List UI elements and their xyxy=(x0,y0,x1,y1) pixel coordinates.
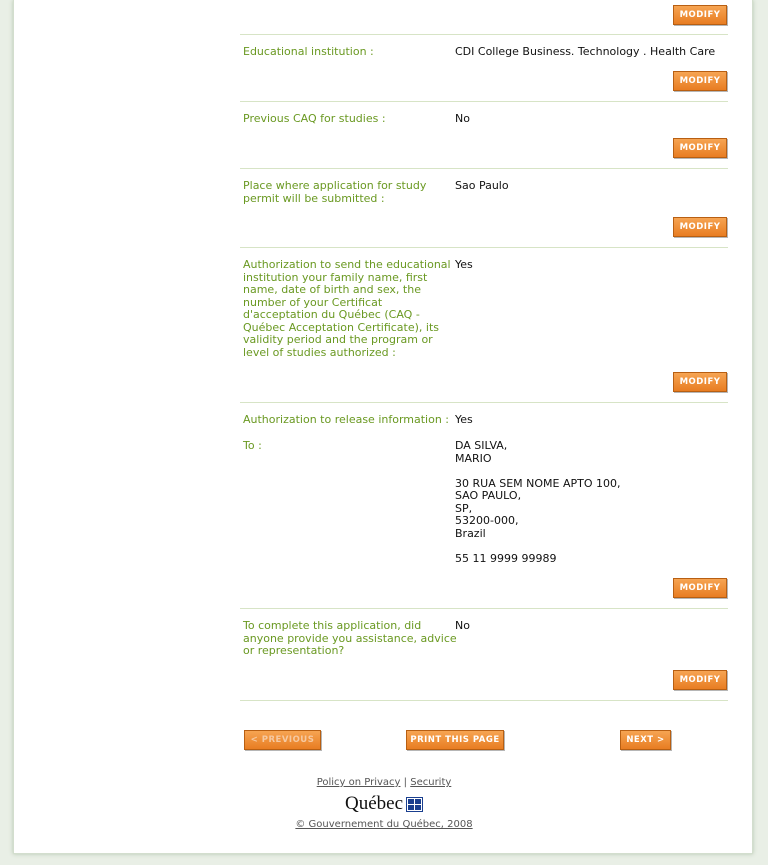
place-permit-label xyxy=(243,180,426,205)
previous-caq-label: Previous CAQ for studies : xyxy=(243,112,386,125)
institution-label: Educational institution : xyxy=(243,45,374,58)
privacy-policy-link[interactable]: Policy on Privacy xyxy=(316,777,401,788)
authorization-send-label-line: number of your Certificat xyxy=(243,295,383,309)
separator xyxy=(240,101,728,102)
place-permit-value: Sao Paulo xyxy=(455,179,509,192)
authorization-send-value: Yes xyxy=(455,258,473,271)
recipient-address-line: SAO PAULO, xyxy=(455,489,522,502)
place-permit-label-line: Place where application for study xyxy=(243,179,427,192)
separator xyxy=(240,168,728,169)
modify-button-place-permit[interactable]: MODIFY xyxy=(673,217,727,237)
separator xyxy=(240,247,728,248)
page-content xyxy=(13,0,753,854)
institution-value: CDI College Business. Technology . Health Care xyxy=(455,45,716,58)
security-link[interactable]: Security xyxy=(410,777,452,788)
assistance-label-line: To complete this application, did xyxy=(243,619,422,632)
modify-button-previous-section[interactable]: MODIFY xyxy=(673,5,727,25)
next-button[interactable]: NEXT > xyxy=(620,730,671,750)
authorization-send-label-line: validity period and the program or xyxy=(243,333,433,346)
authorization-send-label-line: Authorization to send the educational xyxy=(243,258,451,271)
modify-button-authorization-release[interactable]: MODIFY xyxy=(673,578,727,598)
quebec-flag-icon xyxy=(406,797,423,812)
assistance-label-line: anyone provide you assistance, advice xyxy=(243,631,457,645)
assistance-label xyxy=(243,620,457,658)
quebec-logo-text: Québec xyxy=(344,793,404,814)
authorization-send-label-line: d'acceptation du Québec (CAQ - xyxy=(243,308,420,321)
recipient-name-line: DA SILVA, xyxy=(455,439,508,452)
authorization-release-value: Yes xyxy=(455,413,473,426)
separator xyxy=(240,402,728,403)
footer-divider: | xyxy=(403,777,408,788)
recipient-name-line: MARIO xyxy=(455,451,492,465)
previous-caq-value: No xyxy=(455,112,470,125)
assistance-value: No xyxy=(455,619,470,632)
separator xyxy=(240,34,728,35)
modify-button-authorization-send[interactable]: MODIFY xyxy=(673,372,727,392)
separator xyxy=(240,608,728,609)
separator xyxy=(240,700,728,701)
print-page-button[interactable]: PRINT THIS PAGE xyxy=(406,730,504,750)
authorization-send-label-line: level of studies authorized : xyxy=(243,345,396,359)
authorization-send-label-line: Québec Acceptation Certificate), its xyxy=(243,320,440,334)
authorization-send-label xyxy=(243,259,451,359)
assistance-label-line: or representation? xyxy=(243,644,345,657)
recipient-address-line: Brazil xyxy=(455,526,486,540)
place-permit-label-line: permit will be submitted : xyxy=(243,191,385,205)
recipient-address-line: 53200-000, xyxy=(455,514,519,527)
copyright-link[interactable]: © Gouvernement du Québec, 2008 xyxy=(295,819,473,830)
authorization-send-label-line: institution your family name, first xyxy=(243,270,428,284)
modify-button-institution[interactable]: MODIFY xyxy=(673,71,727,91)
recipient-phone: 55 11 9999 99989 xyxy=(455,551,557,565)
footer-links xyxy=(0,777,768,788)
modify-button-assistance[interactable]: MODIFY xyxy=(673,670,727,690)
to-recipient xyxy=(455,440,620,565)
quebec-logo[interactable] xyxy=(0,793,768,815)
recipient-address-line: SP, xyxy=(455,501,473,515)
to-label: To : xyxy=(243,439,262,452)
authorization-release-label: Authorization to release information : xyxy=(243,413,450,426)
previous-button[interactable]: < PREVIOUS xyxy=(244,730,321,750)
authorization-send-label-line: name, date of birth and sex, the xyxy=(243,283,421,296)
modify-button-previous-caq[interactable]: MODIFY xyxy=(673,138,727,158)
recipient-address-line: 30 RUA SEM NOME APTO 100, xyxy=(455,476,621,490)
